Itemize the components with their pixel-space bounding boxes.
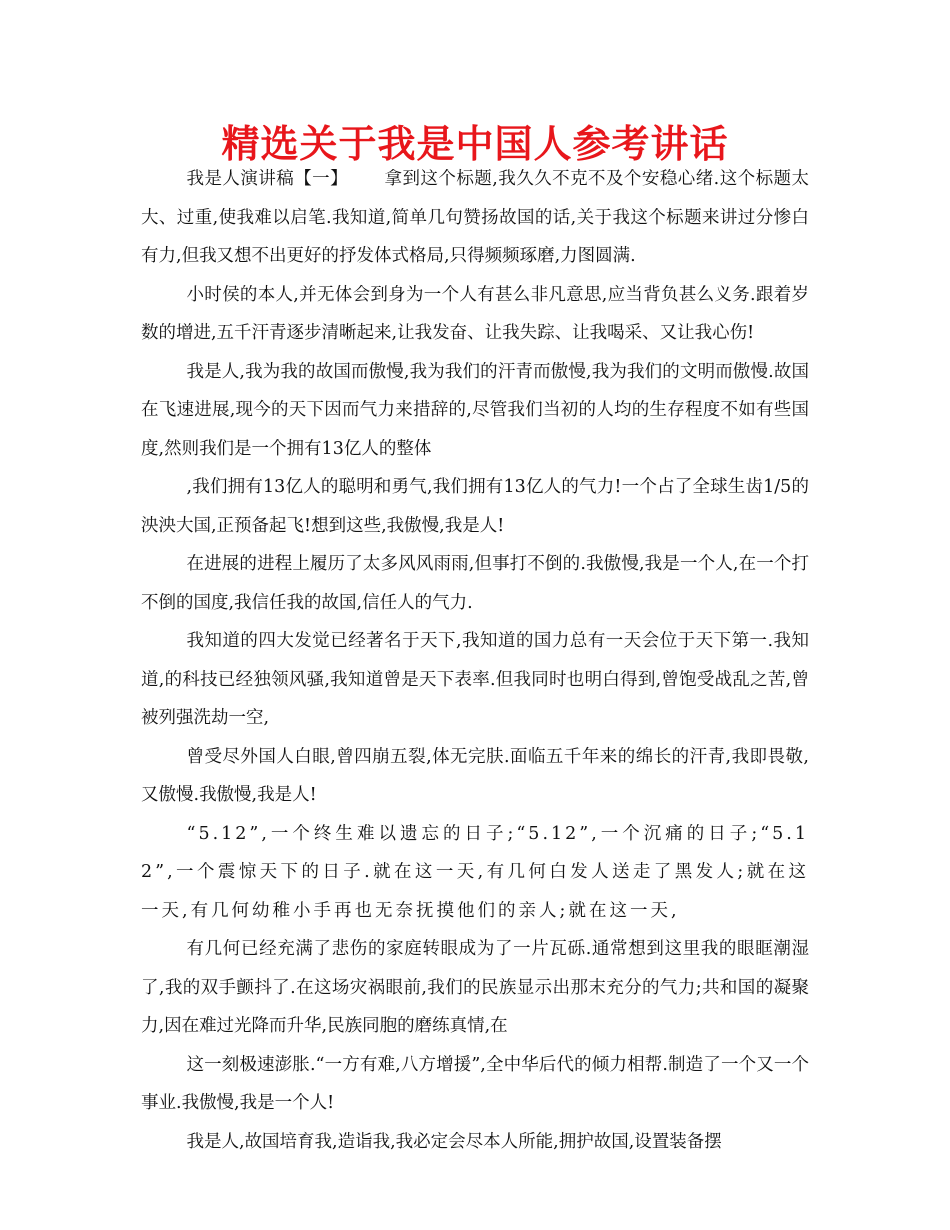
paragraph: ,我们拥有13亿人的聪明和勇气,我们拥有13亿人的气力!一个占了全球生齿1/5的泱泱大国,正预备起飞!想到这些,我傲慢,我是人!: [141, 477, 809, 536]
paragraph: 我是人,故国培育我,造诣我,我必定会尽本人所能,拥护故国,设置装备摆: [186, 1131, 722, 1152]
paragraph: 在进展的进程上履历了太多风风雨雨,但事打不倒的.我傲慢,我是一个人,在一个打不倒的国度,我信任我的故国,信任人的气力.: [141, 554, 809, 613]
paragraph-lead: [141, 160, 809, 276]
paragraph: 我知道的四大发觉已经著名于天下,我知道的国力总有一天会位于天下第一.我知道,的科技已经独领风骚,我知道曾是天下表率.但我同时也明白得到,曾饱受战乱之苦,曾被列强洗劫一空,: [141, 631, 809, 728]
paragraph: “5.12”,一个终生难以遗忘的日子;“5.12”,一个沉痛的日子;“5.12”,一个震惊天下的日子.就在这一天,有几何白发人送走了黑发人;就在这一天,有几何幼稚小手再也无奈抚摸他们的亲人;就在这一天,: [141, 823, 809, 921]
paragraph: 曾受尽外国人白眼,曾四崩五裂,体无完肤.面临五千年来的绵长的汗青,我即畏敬,又傲慢.我傲慢,我是人!: [141, 746, 809, 805]
document-body: [141, 160, 809, 1161]
document-title: 精选关于我是中国人参考讲话: [221, 122, 729, 166]
paragraph: 这一刻极速澎胀.“一方有难,八方增援”,全中华后代的倾力相帮.制造了一个又一个事业.我傲慢,我是一个人!: [141, 1054, 809, 1113]
paragraph: 有几何已经充满了悲伤的家庭转眼成为了一片瓦砾.通常想到这里我的眼眶潮湿了,我的双手颤抖了.在这场灾祸眼前,我们的民族显示出那末充分的气力;共和国的凝聚力,因在难过光降而升华,民族同胞的磨练真情,在: [141, 939, 809, 1036]
paragraph: 我是人,我为我的故国而傲慢,我为我们的汗青而傲慢,我为我们的文明而傲慢.故国在飞速进展,现今的天下因而气力来措辞的,尽管我们当初的人均的生存程度不如有些国度,然则我们是一个拥有13亿人的整体: [141, 361, 809, 459]
paragraph: 小时侯的本人,并无体会到身为一个人有甚么非凡意思,应当背负甚么义务.跟着岁数的增进,五千汗青逐步清晰起来,让我发奋、让我失踪、让我喝采、又让我心伤!: [141, 284, 809, 343]
lead-heading: 我是人演讲稿【一】: [186, 169, 349, 189]
lead-text: 拿到这个标题,我久久不克不及个安稳心绪.这个标题太大、过重,使我难以启笔.我知道,简单几句赞扬故国的话,关于我这个标题来讲过分惨白有力,但我又想不出更好的抒发体式格局,只得频频琢磨,力图圆满.: [141, 169, 810, 266]
